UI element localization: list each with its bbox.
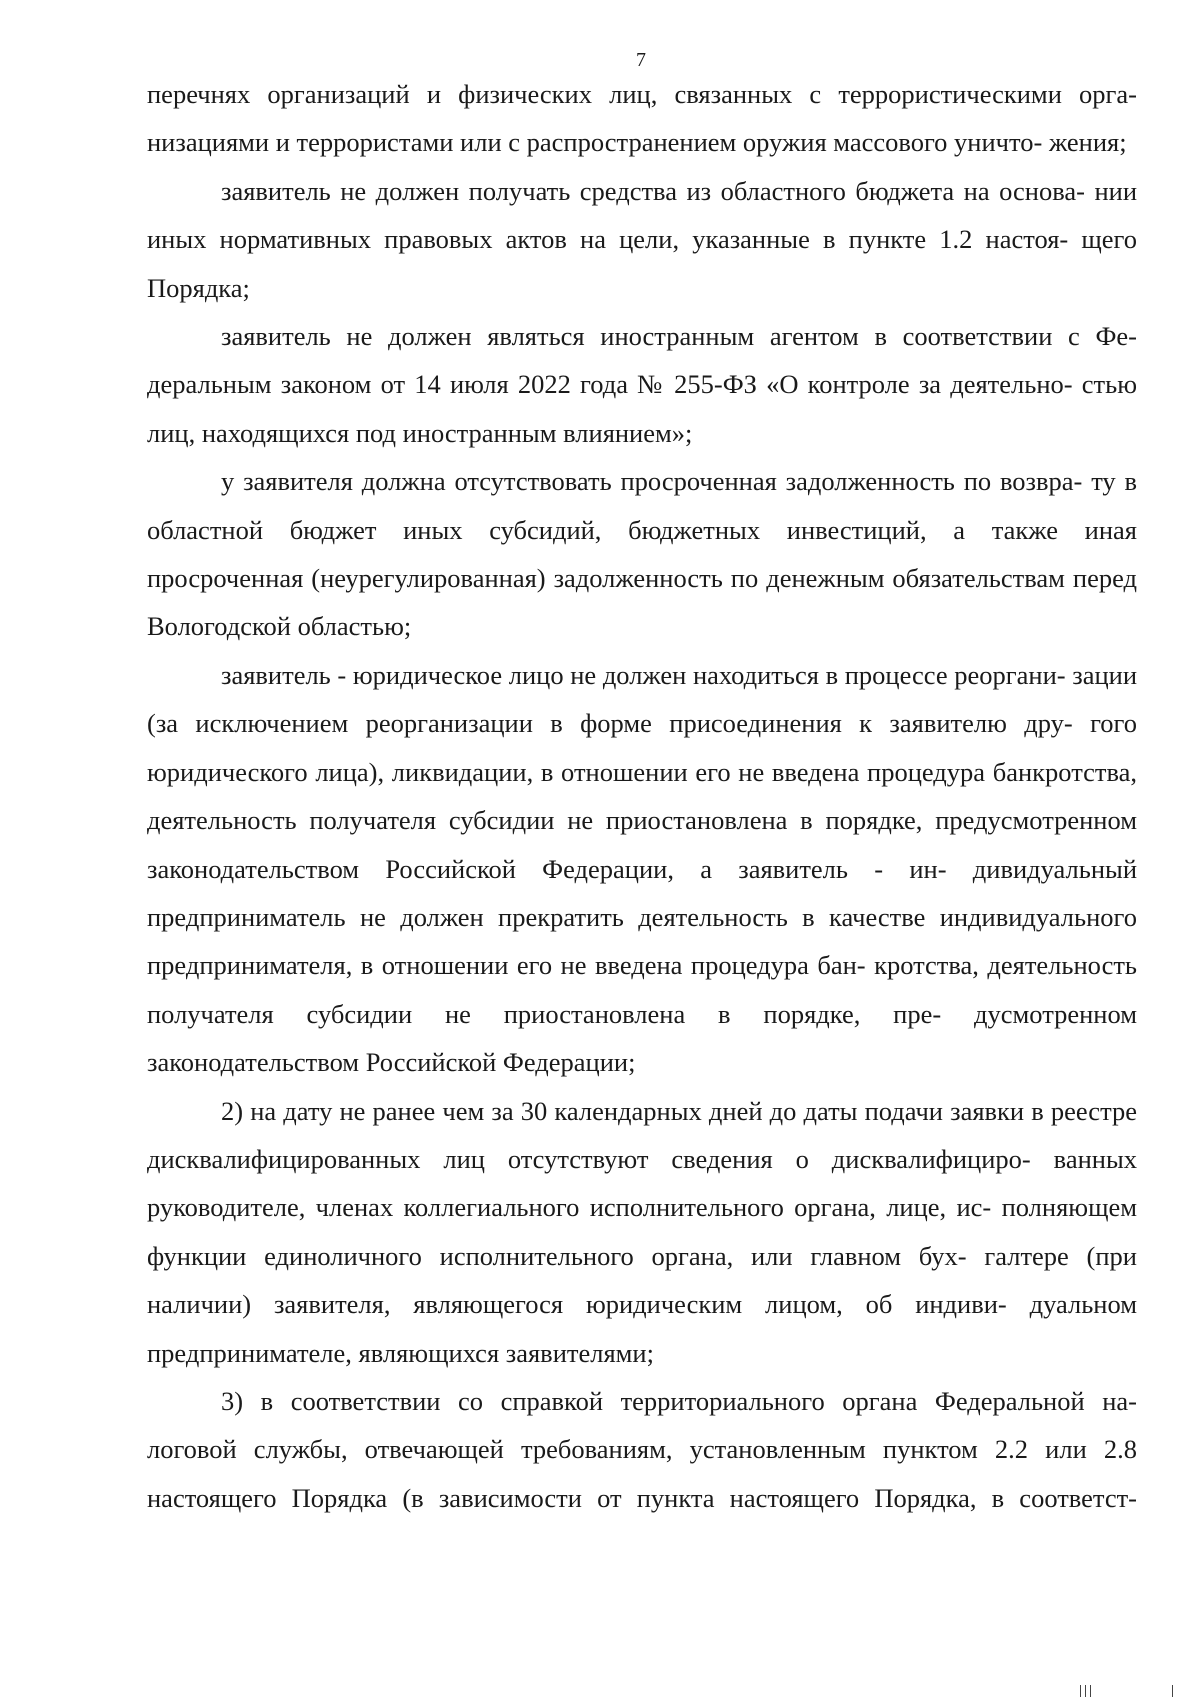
paragraph-budget-funds: заявитель не должен получать средства из областного бюджета на основа- нии иных нормативных правовых актов на цели, указанные в пункте 1.2 настоя- щего Порядка;: [147, 175, 1138, 303]
paragraph-item-2-disqualified: 2) на дату не ранее чем за 30 календарных дней до даты подачи заявки в реестре дисквалифицированных лиц отсутствуют сведения о дисквалифициро- ванных руководителе, членах коллегиального исполнительного органа, лице, ис- полняющем функции единоличного исполнительного органа, или главном бух- галтере (при наличии) заявителя, являющегося юридическим лицом, об индиви- дуальном предпринимателе, являющихся заявителями;: [147, 1095, 1138, 1368]
page-number: 7: [636, 49, 646, 71]
paragraph-overdue-debt: у заявителя должна отсутствовать просроченная задолженность по возвра- ту в областной бюджет иных субсидий, бюджетных инвестиций, а также иная просроченная (неурегулированная) задолженность по денежным обязательствам перед Вологодской областью;: [147, 466, 1138, 642]
paragraph-foreign-agent: заявитель не должен являться иностранным агентом в соответствии с Фе- деральным законом от 14 июля 2022 года № 255-ФЗ «О контроле за деятельно- стью лиц, находящихся под иностранным влиянием»;: [147, 321, 1138, 448]
scan-mark: [1090, 1685, 1091, 1697]
paragraph-terrorist-lists: перечнях организаций и физических лиц, связанных с террористическими орга- низациями и террористами или с распространением оружия массового уничто- жения;: [147, 79, 1137, 158]
scan-mark: [1172, 1685, 1173, 1697]
scan-mark: [1080, 1685, 1081, 1697]
paragraph-item-3-tax-certificate: 3) в соответствии со справкой территориального органа Федеральной на- логовой службы, отвечающей требованиям, установленным пунктом 2.2 или 2.8 настоящего Порядка (в зависимости от пункта настоящего Порядка, в соответст-: [147, 1385, 1137, 1513]
scan-mark: [1085, 1685, 1086, 1697]
paragraph-reorganization: заявитель - юридическое лицо не должен находиться в процессе реоргани- зации (за исключением реорганизации в форме присоединения к заявителю дру- гого юридического лица), ликвидации, в отношении его не введена процедура банкротства, деятельность получателя субсидии не приостановлена в порядке, предусмотренном законодательством Российской Федерации, а заявитель - ин- дивидуальный предприниматель не должен прекратить деятельность в качестве индивидуального предпринимателя, в отношении его не введена процедура бан- кротства, деятельность получателя субсидии не приостановлена в порядке, пре- дусмотренном законодательством Российской Федерации;: [147, 659, 1138, 1078]
document-body: [147, 70, 1137, 1522]
